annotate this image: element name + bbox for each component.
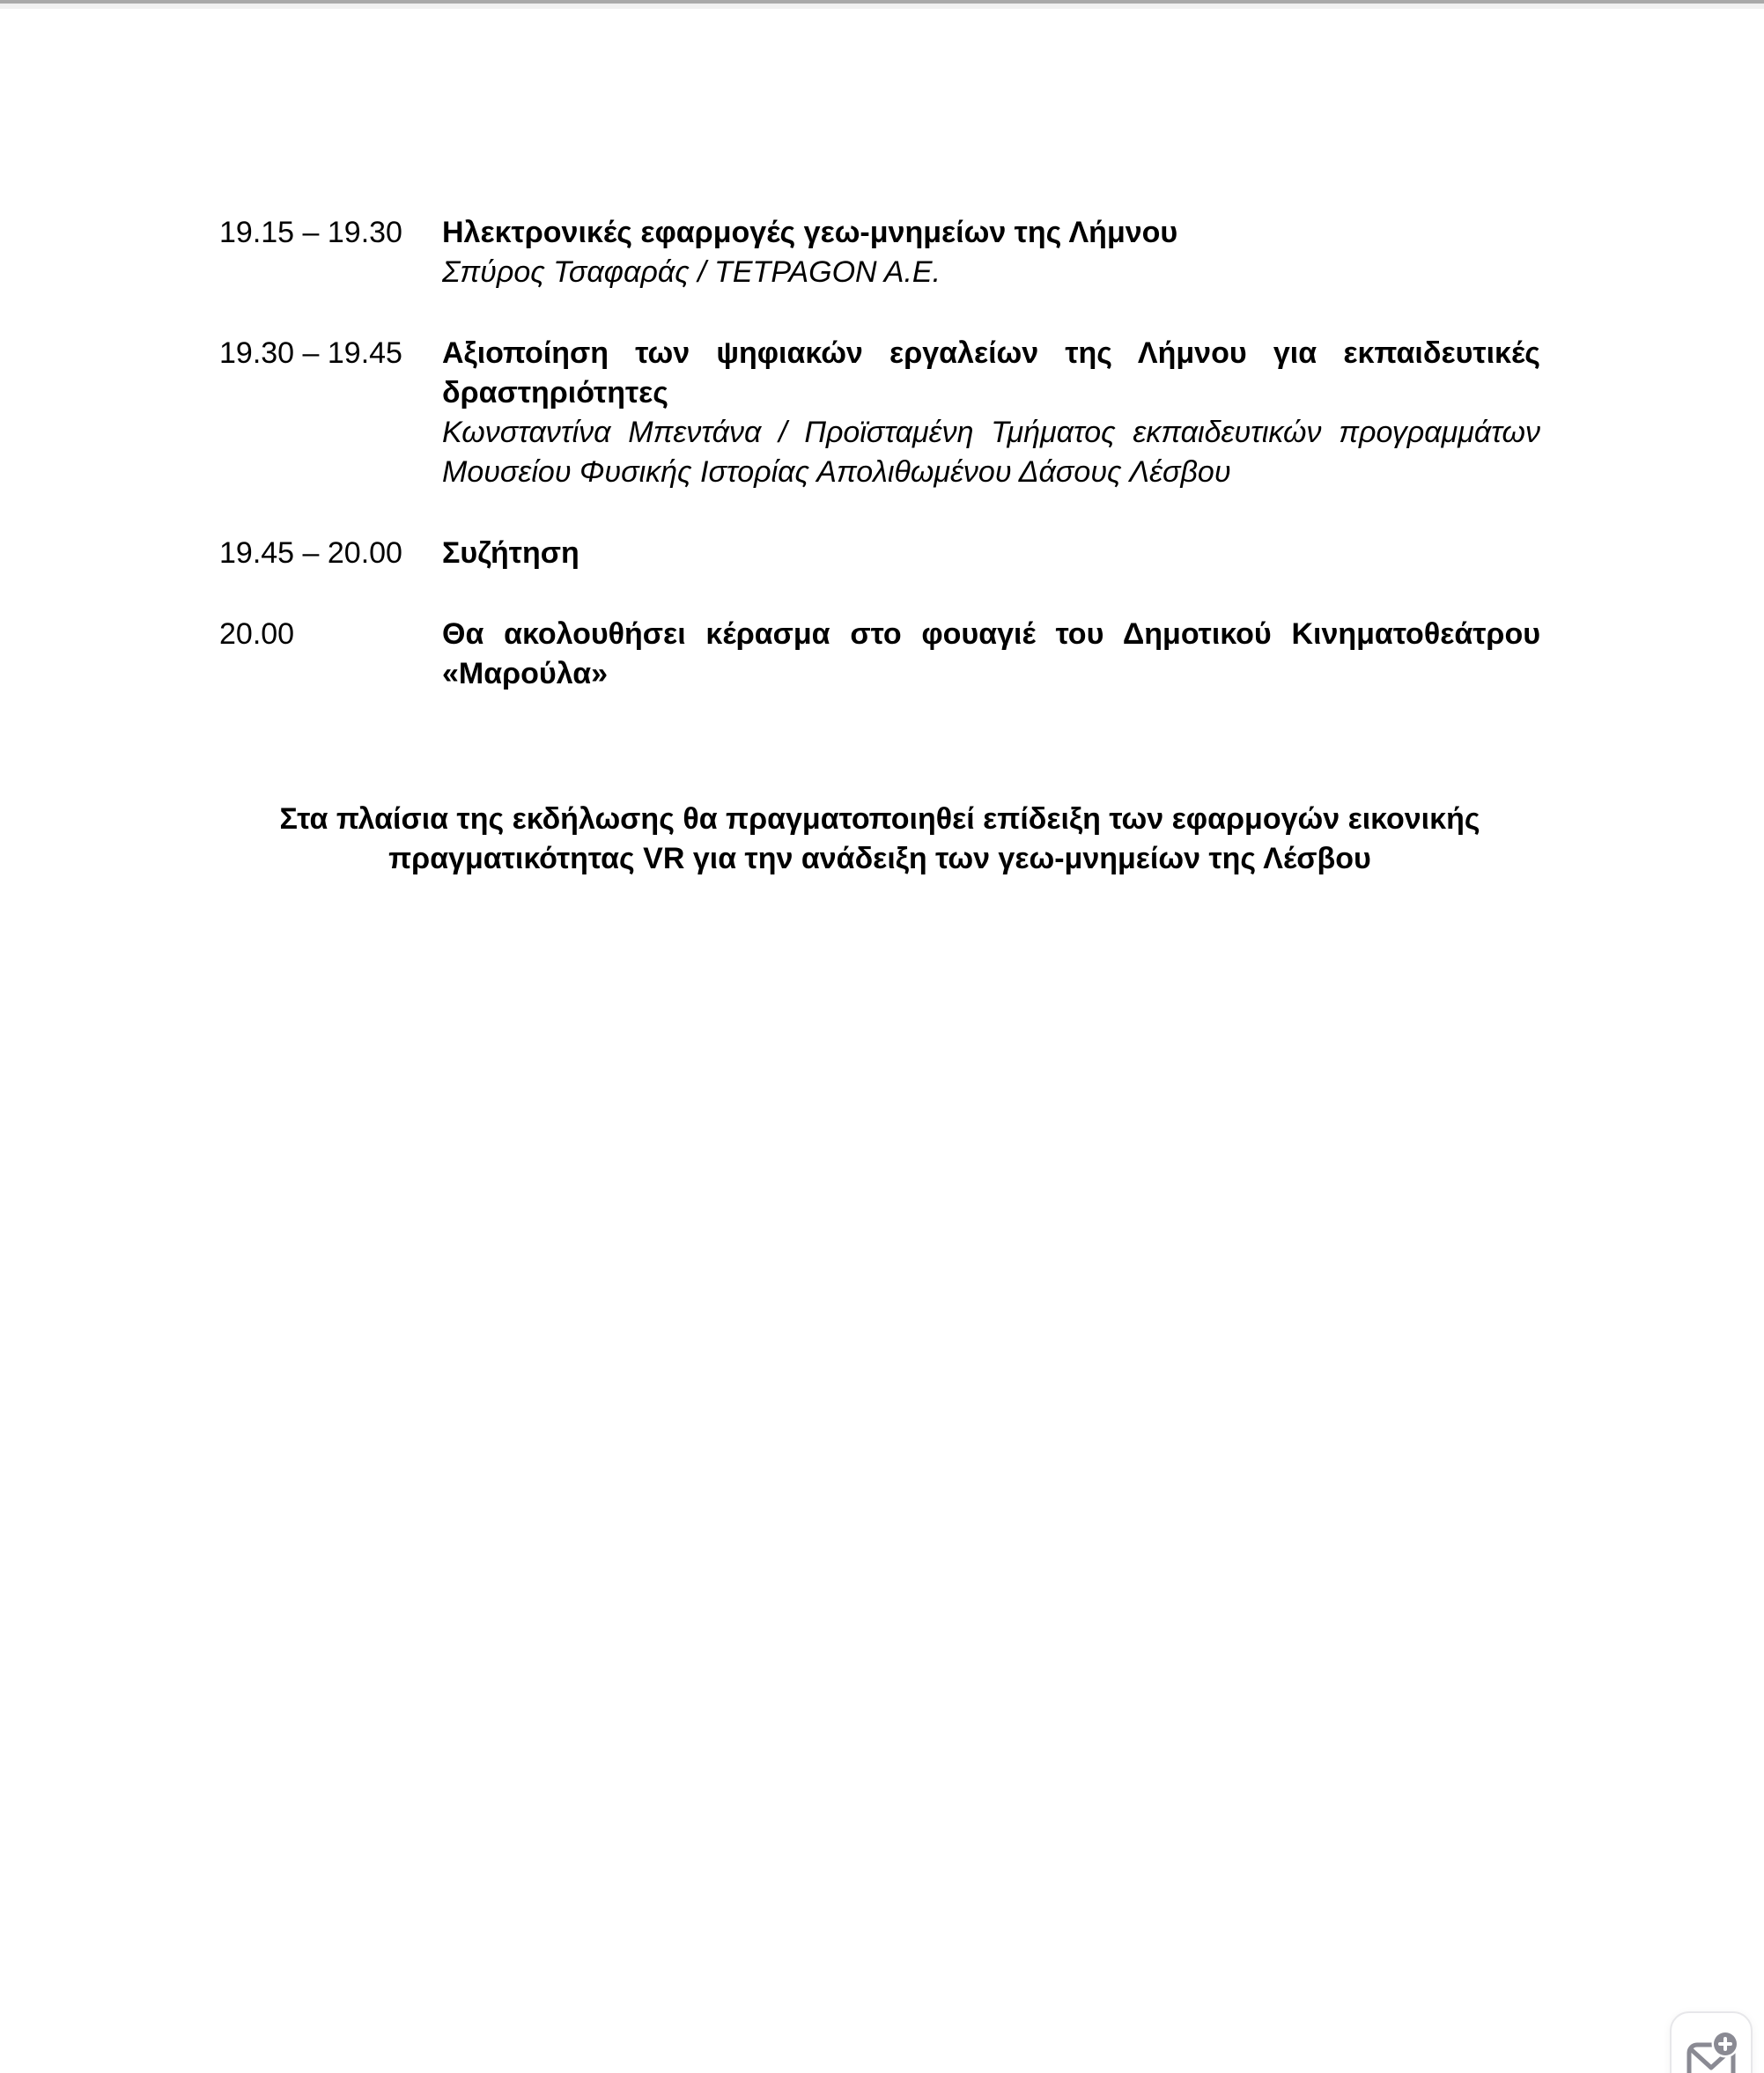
mail-plus-icon: [1682, 2013, 1740, 2073]
schedule-entry-content: [442, 334, 1540, 492]
schedule-entry-content: [442, 534, 1540, 573]
schedule-speaker: Σπύρος Τσαφαράς / TETPAGON A.E.: [442, 255, 941, 289]
schedule-entry-content: [442, 615, 1540, 694]
event-program-document: [219, 213, 1540, 879]
mail-plus-button[interactable]: [1670, 2011, 1753, 2073]
schedule-entry-content: [442, 213, 1540, 292]
schedule-row: [219, 615, 1540, 694]
schedule-time: 20.00: [219, 617, 295, 651]
schedule-time: 19.30 – 19.45: [219, 336, 402, 370]
schedule-row: [219, 213, 1540, 292]
schedule-row: [219, 534, 1540, 573]
schedule-title: Θα ακολουθήσει κέρασμα στο φουαγιέ του Δημοτικού Κινηματοθεάτρου «Μαρούλα»: [442, 617, 1540, 690]
schedule-row: [219, 334, 1540, 492]
vr-demo-note: Στα πλαίσια της εκδήλωσης θα πραγματοποιηθεί επίδειξη των εφαρμογών εικονικής πραγματικότητας VR για την ανάδειξη των γεω-μνημείων της Λέσβου: [279, 802, 1480, 875]
schedule-speaker: Κωνσταντίνα Μπεντάνα / Προϊσταμένη Τμήματος εκπαιδευτικών προγραμμάτων Μουσείου Φυσικής Ιστορίας Απολιθωμένου Δάσους Λέσβου: [442, 416, 1540, 489]
schedule-title: Αξιοποίηση των ψηφιακών εργαλείων της Λήμνου για εκπαιδευτικές δραστηριότητες: [442, 336, 1540, 409]
schedule-time: 19.45 – 20.00: [219, 536, 402, 570]
schedule-time: 19.15 – 19.30: [219, 216, 402, 249]
schedule-title: Συζήτηση: [442, 536, 579, 570]
schedule-title: Ηλεκτρονικές εφαρμογές γεω-μνημείων της Λήμνου: [442, 216, 1178, 249]
window-top-border-highlight: [0, 4, 1764, 9]
